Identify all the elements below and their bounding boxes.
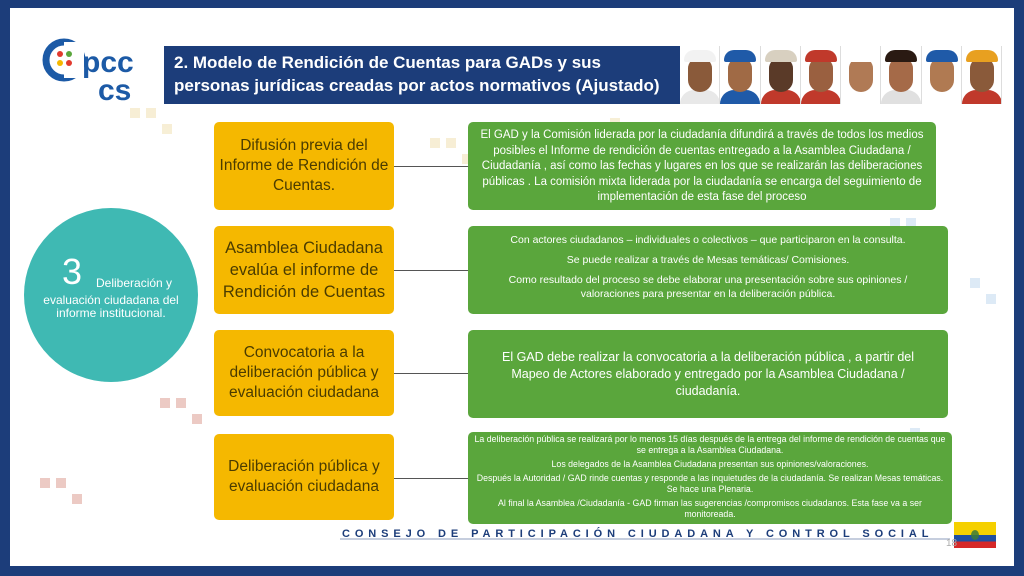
connector-line (394, 270, 468, 271)
portrait-photo (680, 46, 720, 104)
cpccs-logo (38, 38, 148, 106)
detail-text: Los delegados de la Asamblea Ciudadana presentan sus opiniones/valoraciones. (551, 459, 869, 469)
portrait-photo (962, 46, 1002, 104)
footer-organization (342, 524, 942, 544)
detail-text: El GAD y la Comisión liderada por la ciudadanía difundirá a través de todos los medios posibles el Informe de rendición de cuentas entregado a la Asamblea Ciudadana / Ciudadanía , así como las fechas y lugares en los que se realizarán las deliberaciones públicas . La comisión mixta liderada por la ciudadanía se encarga del seguimiento de implementación de esta fase del proceso (480, 129, 924, 204)
step-title: Asamblea Ciudadana evalúa el informe de Rendición de Cuentas (222, 239, 386, 301)
step-title: Convocatoria a la deliberación pública y evaluación ciudadana (229, 344, 379, 401)
svg-text:pcc: pcc (82, 46, 134, 79)
step-box (214, 226, 394, 314)
detail-text: Como resultado del proceso se debe elaborar una presentación sobre sus opiniones / valoraciones para presentar en la deliberación pública. (508, 274, 908, 300)
connector-line (394, 373, 468, 374)
page-number: 18 (946, 538, 958, 549)
step-detail-box (468, 226, 948, 314)
phase-number: 3 (62, 251, 83, 292)
detail-text: Después la Autoridad / GAD rinde cuentas y responde a las inquietudes de la ciudadanía. Se realizan Mesas temáticas. Se hace una Plenaria. (476, 473, 944, 494)
phase-circle (24, 208, 198, 382)
step-title: Deliberación pública y evaluación ciudadana (228, 458, 380, 495)
portrait-photo (922, 46, 962, 104)
svg-text:cs: cs (98, 74, 132, 106)
step-detail-box (468, 122, 936, 210)
detail-text: El GAD debe realizar la convocatoria a la deliberación pública , a partir del Mapeo de Actores elaborado y entregado por la Asamblea Ciudadana / ciudadanía. (501, 349, 915, 398)
connector-line (394, 166, 468, 167)
phase-label-rest: evaluación ciudadana del informe institucional. (43, 293, 179, 320)
portraits-strip (680, 46, 1002, 104)
phase-label-first: Deliberación y (96, 276, 173, 290)
detail-text: Se puede realizar a través de Mesas temáticas/ Comisiones. (566, 254, 850, 266)
slide-title: 2. Modelo de Rendición de Cuentas para GADs y sus personas jurídicas creadas por actos normativos (Ajustado) (174, 53, 660, 95)
portrait-photo (801, 46, 841, 104)
detail-text: La deliberación pública se realizará por lo menos 15 días después de la entrega del informe de rendición de cuentas que se entrega a la Asamblea Ciudadana. (474, 434, 946, 455)
detail-text: Con actores ciudadanos – individuales o colectivos – que participaron en la consulta. (510, 234, 906, 246)
step-box (214, 434, 394, 520)
portrait-photo (720, 46, 760, 104)
step-title: Difusión previa del Informe de Rendición de Cuentas. (219, 137, 389, 194)
slide-title-bar (164, 46, 680, 104)
slide (10, 8, 1014, 566)
connector-line (394, 478, 468, 479)
organization-name: CONSEJO DE PARTICIPACIÓN CIUDADANA Y CONTROL SOCIAL (342, 528, 934, 540)
ecuador-flag (954, 522, 996, 548)
step-detail-box (468, 330, 948, 418)
portrait-photo (841, 46, 881, 104)
step-box (214, 330, 394, 416)
portrait-photo (761, 46, 801, 104)
step-box (214, 122, 394, 210)
detail-text: Al final la Asamblea /Ciudadanía - GAD firman las sugerencias /compromisos ciudadanos. Esta fase va a ser monitoreada. (498, 498, 922, 519)
portrait-photo (881, 46, 921, 104)
step-detail-box (468, 432, 952, 524)
